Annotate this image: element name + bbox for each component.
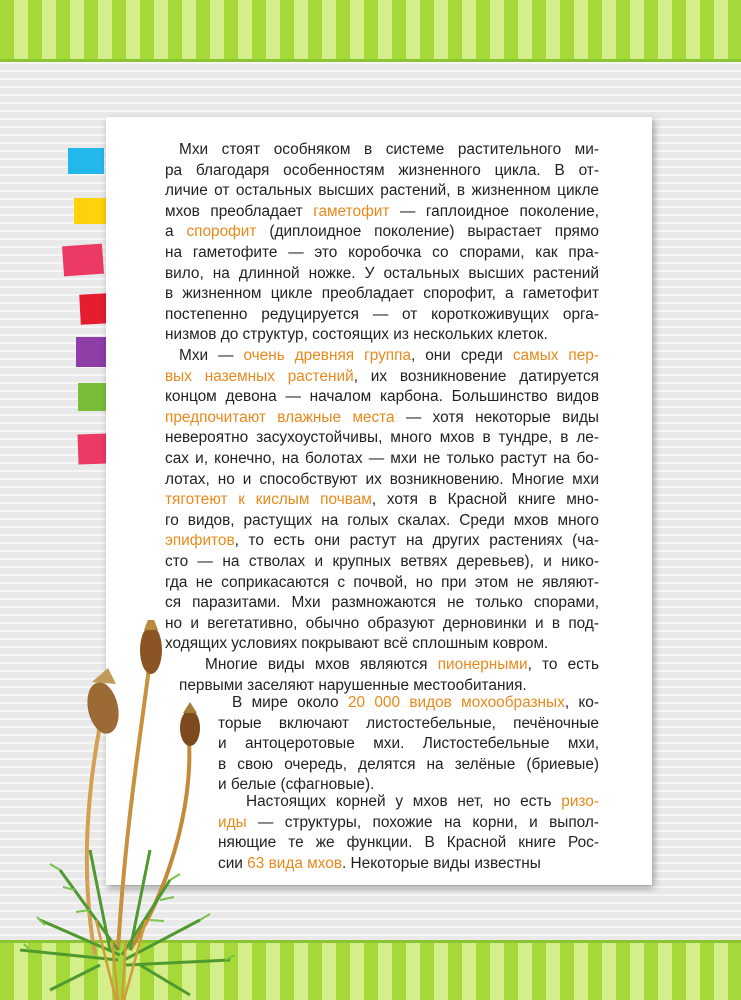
text-run: , хотя в Красной книге мно-: [371, 491, 599, 509]
text-run: личие от остальных высших растений, в жизненном цикле: [165, 182, 599, 200]
text-run: в жизненном цикле преобладает спорофит, а гаметофит: [165, 285, 599, 303]
capsule-cap: [183, 702, 197, 713]
text-run: ходящих условиях покрывают всё сплошным ковром.: [165, 635, 549, 653]
bookmark-tab-red: [79, 293, 109, 324]
text-line: [165, 449, 599, 470]
text-line: [165, 593, 599, 614]
text-line: [165, 243, 599, 264]
capsule-cap: [144, 620, 158, 630]
spore-capsule: [180, 710, 200, 746]
text-line: [165, 140, 599, 161]
top-stripe-border: [0, 0, 741, 62]
text-run: го видов, растущих на голых скалах. Среди мхов много: [165, 511, 599, 529]
moss-stalk: [118, 660, 150, 950]
text-run: вило, на длинной ножке. У остальных высших растений: [165, 264, 599, 282]
text-run: , они среди: [411, 347, 513, 364]
bookmark-tab-yellow: [74, 198, 110, 224]
bookmark-tab-purple: [76, 337, 106, 367]
text-run: Многие виды мхов являются: [205, 656, 438, 673]
text-run: постепенно редуцируется — от короткоживущих орга-: [165, 305, 599, 323]
text-run: лотах, но и способствуют их возникновению. Многие мхи: [165, 470, 599, 488]
text-run: в свою очередь, делятся на зелёные (бриевые): [218, 755, 599, 773]
text-line: [165, 222, 599, 243]
text-run: — хотя некоторые виды: [394, 408, 599, 426]
highlighted-term: ризо-: [561, 793, 599, 810]
text-line: [165, 511, 599, 532]
text-run: Настоящих корней у мхов нет, но есть: [246, 793, 562, 810]
text-run: и антоцеротовые мхи. Листостебельные мхи,: [218, 735, 599, 753]
text-line: [165, 325, 599, 346]
text-run: гда не соприкасаются с почвой, но при этом не являют-: [165, 573, 599, 591]
bookmark-tab-blue: [68, 148, 104, 174]
text-run: сии: [218, 854, 248, 872]
text-run: но и вегетативно, обычно образуют дерновинки и в под-: [165, 614, 599, 632]
text-line: [165, 490, 599, 511]
text-run: и белые (сфагновые).: [218, 776, 375, 794]
paragraph: [165, 346, 599, 655]
text-line: [165, 284, 599, 305]
text-line: [165, 428, 599, 449]
text-run: а: [165, 223, 187, 241]
bookmark-tab-pink: [62, 244, 104, 277]
text-line: [165, 531, 599, 552]
highlighted-term: самых пер-: [512, 347, 599, 364]
text-line: [165, 161, 599, 182]
bookmark-tab-pink-lower: [77, 433, 108, 464]
text-run: — гаплоидное поколение,: [389, 202, 599, 220]
text-run: невероятно засухоустойчивы, много мхов в тундре, в ле-: [165, 429, 599, 447]
highlighted-term: тяготеют к кислым почвам: [165, 491, 372, 509]
text-line: [165, 346, 599, 367]
text-run: няющие те же функции. В Красной книге Рос-: [218, 834, 599, 852]
text-run: , ко-: [564, 694, 599, 711]
text-run: сах и, конечно, на болотах — мхи не только растут на бо-: [165, 449, 599, 467]
text-run: Мхи —: [179, 347, 244, 364]
text-line: [165, 202, 599, 223]
text-run: на гаметофите — это коробочка со спорами, как пра-: [165, 243, 599, 261]
text-run: , то есть они растут на других растениях (ча-: [234, 532, 599, 550]
text-run: мхов преобладает: [165, 202, 314, 220]
text-line: [165, 470, 599, 491]
moss-illustration: [0, 620, 300, 1000]
highlighted-term: 63 вида мхов: [247, 854, 342, 872]
text-run: , их возникновение датируется: [353, 367, 599, 385]
text-run: концом девона — началом карбона. Большинство видов: [165, 388, 599, 406]
paragraph: [165, 140, 599, 346]
text-line: [165, 408, 599, 429]
text-line: [165, 552, 599, 573]
capsule-cap: [92, 668, 116, 684]
highlighted-term: иды: [218, 813, 247, 831]
spore-capsule: [83, 679, 123, 736]
highlighted-term: очень древняя группа: [243, 347, 412, 364]
text-run: (диплоидное поколение) вырастает прямо: [256, 223, 599, 241]
bookmark-tab-green: [78, 383, 106, 411]
text-line: [165, 387, 599, 408]
text-run: . Некоторые виды известны: [342, 854, 541, 872]
text-line: [165, 573, 599, 594]
highlighted-term: гаметофит: [313, 202, 390, 220]
text-run: — структуры, похожие на корни, и выпол-: [246, 813, 599, 831]
text-run: Мхи стоят особняком в системе растительного ми-: [179, 141, 599, 158]
text-run: В мире около: [232, 694, 348, 711]
spore-capsule: [140, 626, 162, 674]
text-run: торые включают листостебельные, печёночные: [218, 714, 599, 732]
highlighted-term: эпифитов: [165, 532, 235, 550]
highlighted-term: 20 000 видов мохообразных: [347, 694, 565, 711]
text-run: низмов до структур, состоящих из нескольких клеток.: [165, 326, 548, 344]
text-run: ся паразитами. Мхи размножаются не только спорами,: [165, 594, 599, 612]
highlighted-term: вых наземных растений: [165, 367, 354, 385]
text-run: сто — на стволах и крупных ветвях деревьев), и нико-: [165, 552, 599, 570]
text-run: ра благодаря особенностям жизненного цикла. В от-: [165, 161, 599, 179]
text-line: [165, 264, 599, 285]
text-run: первыми заселяют нарушенные местообитания.: [179, 676, 527, 694]
text-line: [165, 181, 599, 202]
highlighted-term: предпочитают влажные места: [165, 408, 395, 426]
text-line: [165, 305, 599, 326]
highlighted-term: пионерными: [437, 656, 528, 673]
highlighted-term: спорофит: [186, 223, 257, 241]
text-run: , то есть: [527, 656, 599, 673]
moss-stalk: [130, 730, 189, 950]
text-line: [165, 367, 599, 388]
